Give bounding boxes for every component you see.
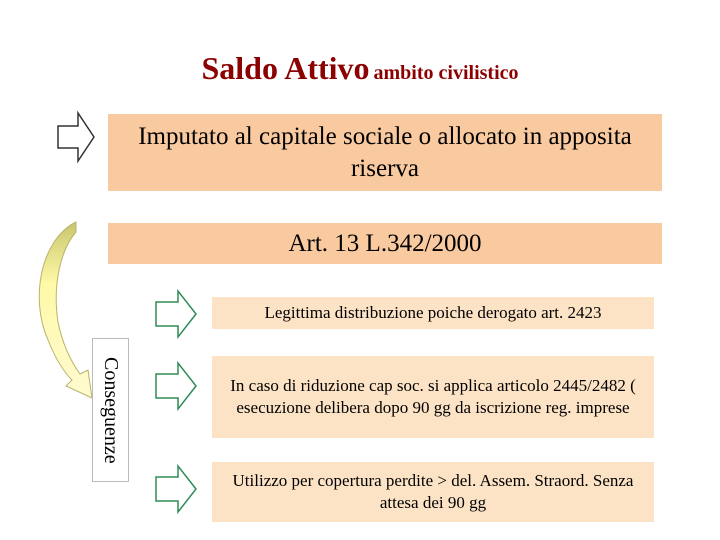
law-reference-text: Art. 13 L.342/2000 [288,229,482,257]
legitimate-distribution-box [212,297,654,329]
loss-coverage-box [212,462,654,522]
capital-allocation-text: Imputato al capitale sociale o allocato in apposita riserva [138,122,632,182]
law-reference-box [108,223,662,264]
consequences-label-box [92,338,129,482]
block-arrow-right-icon [156,291,196,337]
capital-reduction-box [212,356,654,438]
capital-reduction-text: In caso di riduzione cap soc. si applica articolo 2445/2482 ( esecuzione delibera dopo 90 gg da iscrizione reg. imprese [230,376,636,417]
block-arrow-right-icon [156,363,196,409]
block-arrow-right-icon [156,466,196,512]
legitimate-distribution-text: Legittima distribuzione poiche derogato art. 2423 [264,303,602,322]
capital-allocation-box [108,114,662,191]
block-arrow-right-icon [58,113,94,161]
title-main: Saldo Attivo [201,50,370,86]
title-sub: ambito civilistico [373,62,519,84]
loss-coverage-text: Utilizzo per copertura perdite > del. Assem. Straord. Senza attesa dei 90 gg [232,471,634,512]
curved-arrow-down-icon [39,222,92,398]
consequences-label: Conseguenze [100,356,122,464]
